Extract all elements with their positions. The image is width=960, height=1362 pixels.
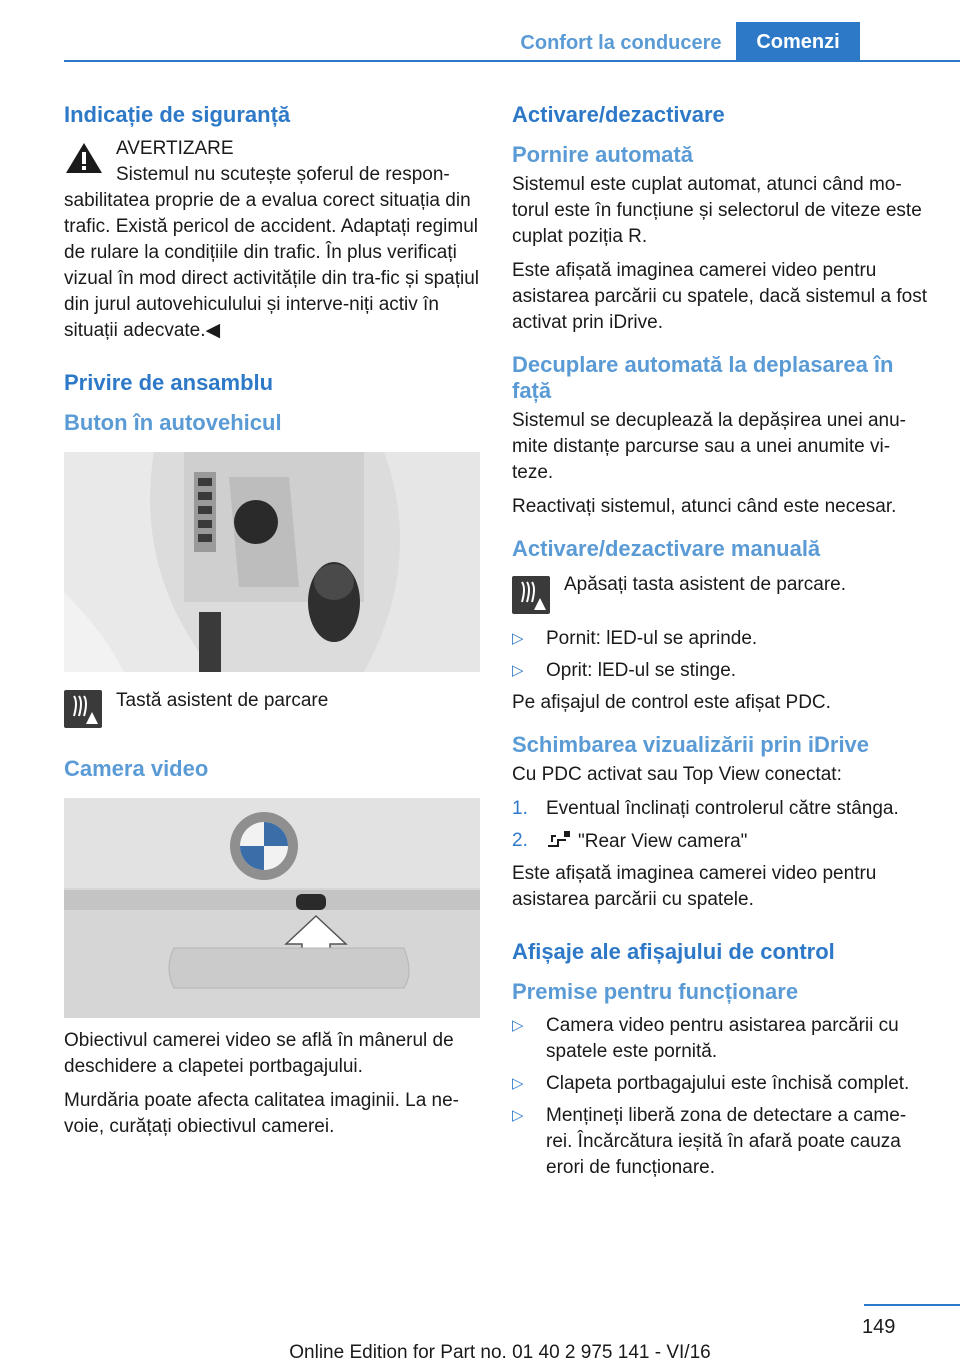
park-assist-caption-row	[64, 688, 480, 732]
bullet-marker: ▷	[512, 1075, 524, 1092]
auto-off-p1: Sistemul se decuplează la depășirea unei anu‐mite distanțe parcurse sau a unei anumite vi‐teze.	[512, 410, 906, 483]
header-chapter: Comenzi	[736, 22, 860, 60]
manual-after-text: Pe afișajul de control este afișat PDC.	[512, 692, 831, 713]
button-title: Buton în autovehicul	[64, 410, 282, 435]
manual-bullet-list	[512, 626, 928, 684]
prereq-bullet-list	[512, 1013, 928, 1181]
camera-dirt-text: Murdăria poate afecta calitatea imaginii. La ne‐voie, curățați obiectivul camerei.	[64, 1090, 460, 1137]
list-item: ▷ Mențineți liberă zona de detectare a came‐rei. Încărcătura ieșită în afară poate cauza erori de funcționare.	[512, 1105, 907, 1178]
warning-triangle-icon	[64, 140, 104, 176]
warning-text: sabilitatea proprie de a evalua corect situația din trafic. Există pericol de accident. Adaptați regimul de rulare la condițiile din trafic. În plus verificați vizual în mod direct activitățile din tra‐fic și spațiul din jurul autovehiculului și interve‐niți activ în situații adecvate.◀	[64, 190, 479, 341]
park-assist-button-icon	[512, 576, 550, 614]
list-item: ▷ Oprit: lED-ul se stinge.	[512, 658, 928, 684]
bullet-marker: ▷	[512, 662, 524, 679]
safety-title: Indicație de siguranță	[64, 102, 291, 127]
rear-camera-photo	[64, 798, 480, 1018]
switch-title: Schimbarea vizualizării prin iDrive	[512, 732, 870, 757]
park-assist-caption: Tastă asistent de parcare	[116, 690, 329, 711]
header-rule	[64, 60, 960, 62]
switch-intro: Cu PDC activat sau Top View conectat:	[512, 764, 842, 785]
warning-label: AVERTIZARE	[116, 138, 234, 159]
park-assist-button-icon	[64, 690, 102, 728]
bullet-marker: ▷	[512, 630, 524, 647]
list-item: ▷ Clapeta portbagajului este închisă complet.	[512, 1071, 928, 1097]
camera-lens-text: Obiectivul camerei video se află în mânerul de deschidere a clapetei portbagajului.	[64, 1030, 454, 1077]
display-title: Afișaje ale afișajului de control	[512, 939, 835, 964]
switch-after-text: Este afișată imaginea camerei video pentru asistarea parcării cu spatele.	[512, 863, 877, 910]
header-section: Confort la conducere	[520, 32, 722, 54]
left-column	[64, 100, 480, 1148]
manual-instruction: Apăsați tasta asistent de parcare.	[564, 574, 846, 595]
manual-title: Activare/dezactivare manuală	[512, 536, 821, 561]
bullet-marker: ▷	[512, 1017, 524, 1034]
console-button-photo	[64, 452, 480, 672]
list-item: 1. Eventual înclinați controlerul către stânga.	[512, 798, 899, 819]
warning-block	[64, 136, 480, 344]
overview-title: Privire de ansamblu	[64, 370, 274, 395]
auto-off-title: Decuplare automată la deplasarea în față	[512, 352, 894, 403]
warning-text-first: Sistemul nu scutește șoferul de respon‐	[116, 164, 450, 185]
list-item: ▷ Camera video pentru asistarea parcării cu spatele este pornită.	[512, 1015, 899, 1062]
list-item: 2. "Rear View camera"	[512, 830, 748, 852]
auto-start-title: Pornire automată	[512, 142, 693, 167]
auto-off-p2: Reactivați sistemul, atunci când este necesar.	[512, 496, 897, 517]
camera-title: Camera video	[64, 756, 209, 781]
footer-rule	[864, 1304, 960, 1306]
rear-camera-menu-icon	[546, 828, 572, 850]
bullet-marker: ▷	[512, 1107, 524, 1124]
manual-instruction-row	[512, 576, 928, 626]
footer-edition: Online Edition for Part no. 01 40 2 975 141 - VI/16	[289, 1342, 711, 1362]
right-column	[512, 100, 928, 1187]
activation-title: Activare/dezactivare	[512, 102, 725, 127]
page-header	[0, 0, 960, 62]
list-item: ▷ Pornit: lED-ul se aprinde.	[512, 626, 928, 652]
auto-start-p1: Sistemul este cuplat automat, atunci când mo‐torul este în funcțiune și selectorul de viteze este cuplat poziția R.	[512, 174, 922, 247]
page-number: 149	[862, 1316, 896, 1338]
auto-start-p2: Este afișată imaginea camerei video pentru asistarea parcării cu spatele, dacă sistemul a fost activat prin iDrive.	[512, 260, 928, 333]
prereq-title: Premise pentru funcționare	[512, 979, 799, 1004]
